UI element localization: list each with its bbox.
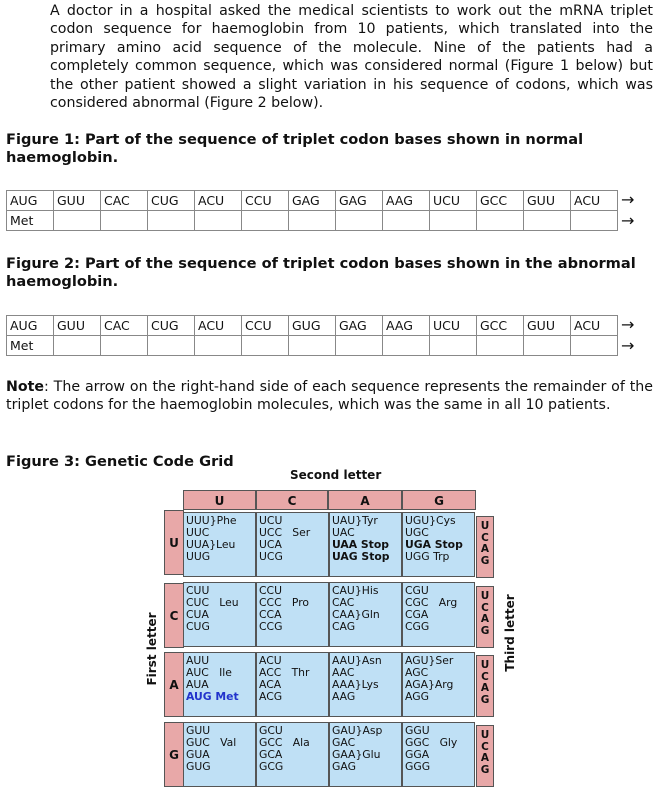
cell-AG: AGU}Ser AGC AGA}Arg AGG: [402, 652, 475, 717]
fig1-codon-12: ACU: [571, 191, 618, 211]
fig1-amino-1: [54, 211, 101, 231]
figure1-table: [6, 190, 618, 231]
second-A: A: [328, 490, 402, 510]
cell-AA: AAU}Asn AAC AAA}Lys AAG: [329, 652, 402, 717]
fig1-codon-6: GAG: [289, 191, 336, 211]
fig1-codon-1: GUU: [54, 191, 101, 211]
arrow-icon: →: [621, 211, 635, 230]
fig2-codon-6: GUG: [289, 316, 336, 336]
cell-UA: UAU}Tyr UAC UAA Stop UAG Stop: [329, 512, 402, 577]
note-text: : The arrow on the right-hand side of each sequence represents the remainder of the triplet codons for the haemoglobin molecules, which was the same in all 10 patients.: [6, 379, 653, 414]
cell-UU: UUU}Phe UUC UUA}Leu UUG: [183, 512, 256, 577]
second-letter-label: Second letter: [290, 468, 382, 482]
fig1-amino-12: [571, 211, 618, 231]
fig2-amino-9: [430, 336, 477, 356]
fig2-codon-9: UCU: [430, 316, 477, 336]
fig1-amino-7: [336, 211, 383, 231]
fig2-amino-7: [336, 336, 383, 356]
cell-UC: UCU UCC Ser UCA UCG: [256, 512, 329, 577]
fig1-codon-4: ACU: [195, 191, 242, 211]
fig1-amino-3: [148, 211, 195, 231]
second-C: C: [256, 490, 328, 510]
fig1-amino-6: [289, 211, 336, 231]
third-letter-label: Third letter: [503, 594, 517, 672]
arrow-icon: →: [621, 315, 635, 334]
figure1-title: Figure 1: Part of the sequence of triplet codon bases shown in normal haemoglobin.: [6, 131, 584, 167]
first-U: U: [164, 510, 184, 575]
second-G: G: [402, 490, 476, 510]
cell-CG: CGU CGC Arg CGA CGG: [402, 582, 475, 647]
third-C-row: U C A G: [476, 586, 494, 648]
figure2-title: Figure 2: Part of the sequence of triplet codon bases shown in the abnormal haemoglobin.: [6, 255, 636, 291]
fig2-amino-10: [477, 336, 524, 356]
cell-AC: ACU ACC Thr ACA ACG: [256, 652, 329, 717]
fig1-codon-9: UCU: [430, 191, 477, 211]
arrow-icon: →: [621, 336, 635, 355]
fig1-amino-4: [195, 211, 242, 231]
intro-paragraph: A doctor in a hospital asked the medical scientists to work out the mRNA triplet codon sequence for haemoglobin from 10 patients, which translated into the primary amino acid sequence of the molecule. Nine of the patients had a completely common sequence, which was considered normal (Figure 1 below) but the other patient showed a slight variation in his sequence of codons, which was considered abnormal (Figure 2 below).: [50, 3, 653, 112]
fig2-codon-8: AAG: [383, 316, 430, 336]
third-A-row: U C A G: [476, 655, 494, 717]
fig2-codon-7: GAG: [336, 316, 383, 336]
fig2-amino-6: [289, 336, 336, 356]
fig2-amino-12: [571, 336, 618, 356]
figure1-arrows: [621, 189, 634, 231]
fig1-amino-9: [430, 211, 477, 231]
fig2-amino-3: [148, 336, 195, 356]
fig1-codon-5: CCU: [242, 191, 289, 211]
first-A: A: [164, 652, 184, 717]
figure2-table: [6, 315, 618, 356]
cell-GC: GCU GCC Ala GCA GCG: [256, 722, 329, 787]
cell-GU: GUU GUC Val GUA GUG: [183, 722, 256, 787]
fig1-amino-10: [477, 211, 524, 231]
figure3-title: Figure 3: Genetic Code Grid: [6, 453, 234, 470]
note-label: Note: [6, 379, 45, 395]
second-U: U: [183, 490, 256, 510]
cell-GA: GAU}Asp GAC GAA}Glu GAG: [329, 722, 402, 787]
fig2-codon-11: GUU: [524, 316, 571, 336]
cell-CC: CCU CCC Pro CCA CCG: [256, 582, 329, 647]
fig1-codon-10: GCC: [477, 191, 524, 211]
note-paragraph: [6, 378, 653, 415]
fig2-amino-5: [242, 336, 289, 356]
figure2-arrows: [621, 314, 634, 356]
arrow-icon: →: [621, 190, 635, 209]
fig2-codon-12: ACU: [571, 316, 618, 336]
fig1-amino-2: [101, 211, 148, 231]
cell-AU: AUU AUC Ile AUA AUG Met: [183, 652, 256, 717]
fig1-amino-0: Met: [7, 211, 54, 231]
fig2-codon-0: AUG: [7, 316, 54, 336]
first-letter-label: First letter: [145, 612, 159, 686]
fig2-codon-2: CAC: [101, 316, 148, 336]
cell-UG: UGU}Cys UGC UGA Stop UGG Trp: [402, 512, 475, 577]
fig2-codon-1: GUU: [54, 316, 101, 336]
fig1-codon-7: GAG: [336, 191, 383, 211]
fig1-codon-0: AUG: [7, 191, 54, 211]
cell-GG: GGU GGC Gly GGA GGG: [402, 722, 475, 787]
fig1-codon-8: AAG: [383, 191, 430, 211]
third-U-row: U C A G: [476, 516, 494, 578]
cell-CU: CUU CUC Leu CUA CUG: [183, 582, 256, 647]
fig2-amino-2: [101, 336, 148, 356]
fig2-amino-4: [195, 336, 242, 356]
fig1-amino-5: [242, 211, 289, 231]
third-G-row: U C A G: [476, 725, 494, 787]
genetic-code-grid: [140, 466, 520, 794]
fig2-codon-3: CUG: [148, 316, 195, 336]
fig2-codon-4: ACU: [195, 316, 242, 336]
fig2-codon-10: GCC: [477, 316, 524, 336]
fig2-amino-8: [383, 336, 430, 356]
fig1-codon-2: CAC: [101, 191, 148, 211]
cell-CA: CAU}His CAC CAA}Gln CAG: [329, 582, 402, 647]
fig1-amino-11: [524, 211, 571, 231]
fig1-codon-3: CUG: [148, 191, 195, 211]
fig2-codon-5: CCU: [242, 316, 289, 336]
fig1-codon-11: GUU: [524, 191, 571, 211]
fig2-amino-11: [524, 336, 571, 356]
fig1-amino-8: [383, 211, 430, 231]
fig2-amino-1: [54, 336, 101, 356]
fig2-amino-0: Met: [7, 336, 54, 356]
first-C: C: [164, 583, 184, 648]
first-G: G: [164, 722, 184, 787]
